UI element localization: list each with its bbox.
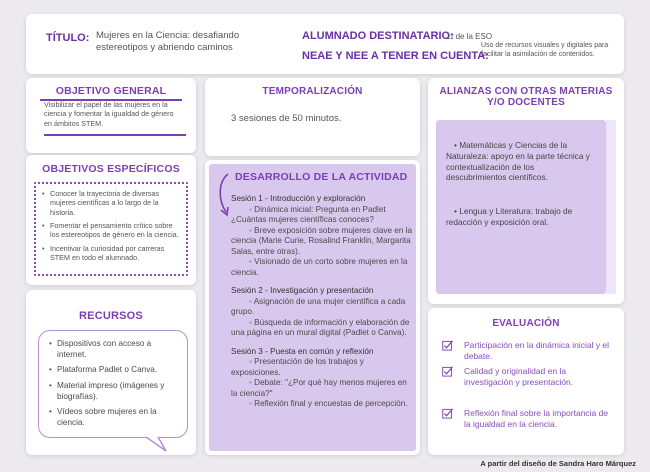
session-item: ◦ Debate: "¿Por qué hay menos mujeres en la ciencia?" [231, 378, 407, 398]
session-2-title: Sesión 2 - Investigación y presentación [231, 286, 374, 295]
header-card [26, 14, 624, 74]
alianzas-item-1: • Matemáticas y Ciencias de la Naturaleza: apoyo en la parte técnica y contextualización de los descubrimientos científicos. [446, 140, 590, 183]
desarrollo-title: DESARROLLO DE LA ACTIVIDAD [235, 171, 408, 183]
temporalizacion-title: TEMPORALIZACIÓN [262, 86, 363, 97]
session-item: ◦ Búsqueda de información y elaboración de una página en un mural digital (Padlet o Canva). [231, 317, 410, 337]
temporalizacion-text: 3 sesiones de 50 minutos. [231, 113, 342, 124]
checkbox-checked-icon [442, 366, 453, 377]
session-1-title: Sesión 1 - Introducción y exploración [231, 194, 366, 203]
temporalizacion-card [205, 78, 420, 156]
session-3-title: Sesión 3 - Puesta en común y reflexión [231, 346, 374, 356]
recursos-card [26, 290, 196, 455]
bottom-rule [44, 134, 186, 136]
list-item: • Dispositivos con acceso a internet. [47, 339, 181, 360]
recursos-title: RECURSOS [79, 310, 143, 322]
recursos-bubble [38, 330, 188, 438]
titulo-value: Mujeres en la Ciencia: desafiando estereotipos y abriendo caminos [96, 30, 240, 53]
session-item: ◦ Visionado de un corto sobre mujeres en la ciencia. [231, 257, 408, 277]
desarrollo-card [205, 160, 420, 455]
titulo-label: TÍTULO: [46, 32, 90, 44]
objetivo-general-text: Visibilizar el papel de las mujeres en la ciencia y fomentar la igualdad de género en ámbitos STEM. [44, 100, 174, 128]
neae-value: Uso de recursos visuales y digitales para facilitar la asimilación de contenidos. [481, 42, 609, 58]
checkbox-checked-icon [442, 340, 453, 351]
list-item: • Material impreso (imágenes y biografías). [47, 381, 181, 402]
alianzas-panel [436, 120, 606, 294]
objetivo-general-title: OBJETIVO GENERAL [55, 85, 167, 97]
objetivos-especificos-title: OBJETIVOS ESPECÍFICOS [42, 163, 180, 175]
evaluacion-item [442, 366, 614, 402]
list-item: • Vídeos sobre mujeres en la ciencia. [47, 407, 181, 428]
list-item: • Conocer la trayectoria de diversas mujeres científicas a lo largo de la historia. [42, 189, 182, 217]
alumnado-value: 1º de la ESO [446, 32, 493, 41]
alumnado-label: ALUMNADO DESTINATARIO: [302, 30, 454, 42]
alianzas-shadow [606, 120, 616, 294]
footer-credit: A partir del diseño de Sandra Haro Márquez [480, 459, 636, 468]
session-item: ◦ Asignación de una mujer científica a cada grupo. [231, 296, 406, 316]
evaluacion-item [442, 340, 614, 368]
speech-tail-icon [144, 435, 174, 453]
list-item: • Fomentar el pensamiento crítico sobre los estereotipos de género en la ciencia. [42, 221, 182, 240]
desarrollo-content [231, 194, 413, 410]
evaluacion-text: Calidad y originalidad en la investigación y presentación. [464, 366, 574, 387]
evaluacion-title: EVALUACIÓN [492, 318, 560, 329]
checkbox-checked-icon [442, 408, 453, 419]
session-item: ◦ Breve exposición sobre mujeres clave en la ciencia (Marie Curie, Rosalind Franklin, Margarita Salas, entre otras). [231, 225, 413, 256]
session-item: ◦ Dinámica inicial: Pregunta en Padlet ¿Cuántas mujeres científicas conoces? [231, 204, 386, 224]
recursos-list [39, 331, 187, 429]
alianzas-title: ALIANZAS CON OTRAS MATERIAS Y/O DOCENTES [439, 86, 613, 108]
evaluacion-text: Participación en la dinámica inicial y el debate. [464, 340, 610, 361]
neae-label: NEAE Y NEE A TENER EN CUENTA: [302, 50, 489, 62]
objetivo-general-card [26, 78, 196, 153]
objetivos-especificos-card [26, 155, 196, 285]
evaluacion-text: Reflexión final sobre la importancia de la igualdad en la ciencia. [464, 408, 609, 429]
list-item: • Incentivar la curiosidad por carreras STEM en todo el alumnado. [42, 244, 182, 263]
evaluacion-item [442, 408, 614, 444]
list-item: • Plataforma Padlet o Canva. [47, 365, 181, 376]
evaluacion-card [428, 308, 624, 455]
objetivos-especificos-list [34, 182, 188, 276]
session-item: ◦ Reflexión final y encuestas de percepción. [249, 399, 408, 408]
alianzas-item-2: • Lengua y Literatura: trabajo de redacción y exposición oral. [446, 206, 573, 227]
session-item: ◦ Presentación de los trabajos y exposiciones. [231, 357, 364, 377]
alianzas-card [428, 78, 624, 304]
